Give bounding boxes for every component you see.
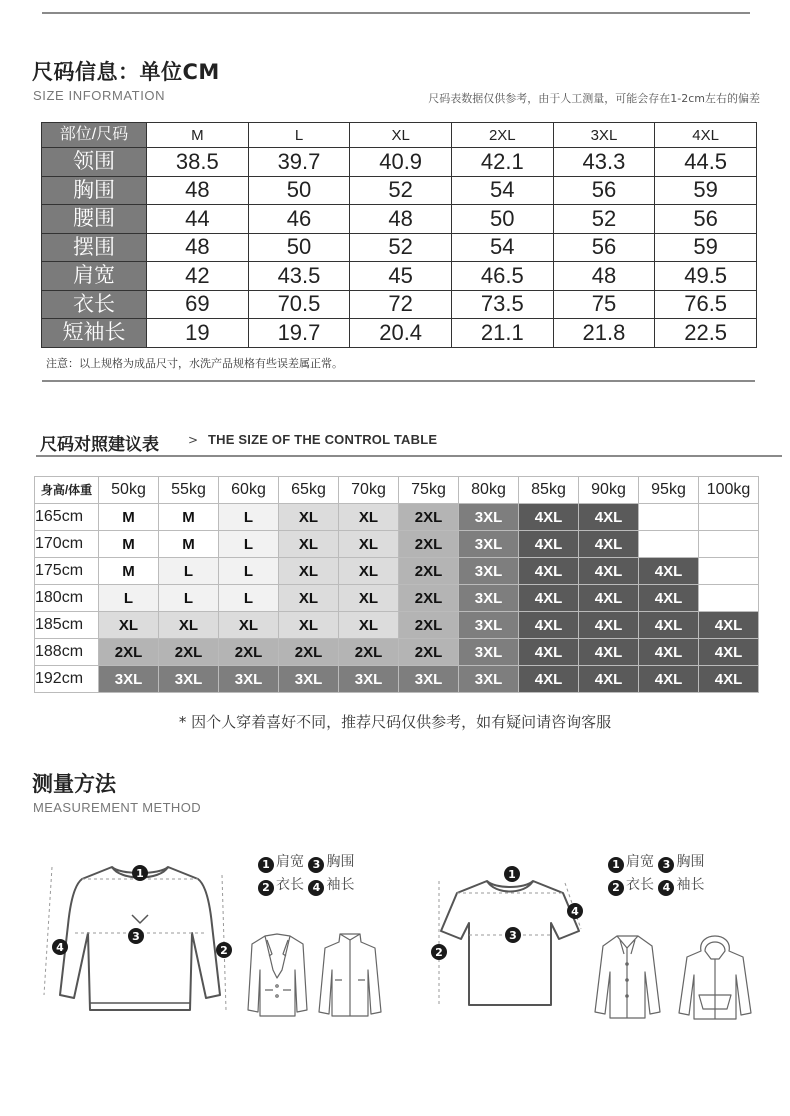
measurement-label: 领围: [42, 148, 147, 177]
table-row: [42, 148, 757, 177]
blazer-icon: [245, 930, 310, 1020]
table-row: [42, 319, 757, 348]
measurement-value: 43.3: [553, 148, 655, 177]
size-cell: 4XL: [579, 612, 639, 639]
size-cell: L: [219, 558, 279, 585]
header-label: 部位/尺码: [42, 123, 147, 148]
size-cell: 4XL: [519, 558, 579, 585]
size-cell: 4XL: [519, 504, 579, 531]
measurement-value: 73.5: [451, 290, 553, 319]
size-cell: 3XL: [459, 558, 519, 585]
size-cell: 3XL: [219, 666, 279, 693]
table-row: [35, 585, 759, 612]
marker-4: 4: [56, 941, 64, 954]
size-cell: 4XL: [579, 639, 639, 666]
size-header: 3XL: [553, 123, 655, 148]
weight-header: 95kg: [639, 477, 699, 504]
measurement-value: 72: [350, 290, 452, 319]
size-cell: 3XL: [459, 612, 519, 639]
marker-2: 2: [435, 946, 443, 959]
measurement-value: 42: [147, 262, 249, 291]
size-cell: [639, 531, 699, 558]
control-table-title-en: THE SIZE OF THE CONTROL TABLE: [208, 432, 438, 447]
weight-header: 85kg: [519, 477, 579, 504]
height-label: 175cm: [35, 558, 99, 585]
size-header: 4XL: [655, 123, 757, 148]
size-cell: 2XL: [399, 504, 459, 531]
measurement-legend-right: 1 肩宽 3 胸围 2 衣长 4 袖长: [608, 851, 704, 897]
size-control-table: [34, 476, 759, 693]
size-cell: [699, 558, 759, 585]
size-cell: XL: [279, 585, 339, 612]
section-divider: [42, 380, 755, 382]
size-cell: [639, 504, 699, 531]
size-disclaimer: 尺码表数据仅供参考，由于人工测量，可能会存在1-2cm左右的偏差: [428, 92, 760, 105]
size-cell: 2XL: [399, 639, 459, 666]
button-shirt-icon: [590, 932, 665, 1022]
size-cell: [699, 504, 759, 531]
jacket-icon: [315, 930, 385, 1020]
size-cell: 4XL: [519, 585, 579, 612]
marker-3: 3: [132, 930, 140, 943]
measurement-value: 46.5: [451, 262, 553, 291]
size-cell: XL: [279, 558, 339, 585]
size-cell: XL: [339, 558, 399, 585]
control-table-title: 尺码对照建议表: [40, 435, 159, 455]
height-label: 192cm: [35, 666, 99, 693]
table-row: [35, 558, 759, 585]
measurement-value: 19: [147, 319, 249, 348]
size-cell: M: [99, 531, 159, 558]
measurement-value: 52: [350, 176, 452, 205]
measurement-value: 56: [553, 176, 655, 205]
measurement-label: 衣长: [42, 290, 147, 319]
size-cell: 3XL: [459, 504, 519, 531]
size-cell: 3XL: [339, 666, 399, 693]
measurement-value: 52: [553, 205, 655, 234]
measurement-value: 43.5: [248, 262, 350, 291]
size-cell: 4XL: [639, 639, 699, 666]
measurement-label: 短袖长: [42, 319, 147, 348]
size-cell: 4XL: [579, 504, 639, 531]
height-label: 185cm: [35, 612, 99, 639]
size-cell: XL: [279, 504, 339, 531]
size-cell: 4XL: [699, 639, 759, 666]
measurement-value: 42.1: [451, 148, 553, 177]
size-cell: 4XL: [639, 558, 699, 585]
title-arrow: >: [188, 433, 199, 447]
size-cell: XL: [219, 612, 279, 639]
size-cell: 4XL: [519, 639, 579, 666]
size-cell: 3XL: [459, 585, 519, 612]
size-cell: 4XL: [579, 558, 639, 585]
weight-header: 80kg: [459, 477, 519, 504]
size-cell: L: [159, 558, 219, 585]
section-divider: [36, 455, 782, 457]
size-cell: XL: [339, 612, 399, 639]
size-cell: M: [159, 504, 219, 531]
measurement-value: 48: [553, 262, 655, 291]
size-cell: 4XL: [699, 612, 759, 639]
size-cell: 3XL: [459, 531, 519, 558]
size-header: L: [248, 123, 350, 148]
marker-3: 3: [509, 929, 517, 942]
weight-header: 55kg: [159, 477, 219, 504]
measurement-value: 39.7: [248, 148, 350, 177]
height-label: 170cm: [35, 531, 99, 558]
size-cell: 2XL: [219, 639, 279, 666]
t-shirt-diagram: [425, 855, 595, 1025]
size-info-table: [41, 122, 757, 348]
size-cell: 3XL: [159, 666, 219, 693]
size-cell: [699, 531, 759, 558]
size-cell: 4XL: [579, 585, 639, 612]
measurement-value: 59: [655, 233, 757, 262]
measurement-value: 50: [248, 176, 350, 205]
measurement-value: 45: [350, 262, 452, 291]
measurement-label: 胸围: [42, 176, 147, 205]
hoodie-icon: [675, 925, 755, 1023]
measurement-value: 21.8: [553, 319, 655, 348]
table-header-row: [35, 477, 759, 504]
size-cell: M: [159, 531, 219, 558]
measurement-value: 38.5: [147, 148, 249, 177]
measurement-value: 46: [248, 205, 350, 234]
table-row: [42, 176, 757, 205]
size-cell: XL: [339, 504, 399, 531]
size-cell: 2XL: [339, 639, 399, 666]
size-cell: L: [219, 504, 279, 531]
size-cell: 3XL: [459, 666, 519, 693]
measurement-value: 48: [350, 205, 452, 234]
marker-4: 4: [571, 905, 579, 918]
size-cell: 2XL: [279, 639, 339, 666]
size-header: M: [147, 123, 249, 148]
size-cell: 4XL: [579, 531, 639, 558]
size-cell: XL: [279, 612, 339, 639]
table-row: [42, 290, 757, 319]
measurement-value: 40.9: [350, 148, 452, 177]
table-row: [35, 531, 759, 558]
measurement-value: 44.5: [655, 148, 757, 177]
measurement-value: 75: [553, 290, 655, 319]
height-label: 188cm: [35, 639, 99, 666]
size-cell: XL: [99, 612, 159, 639]
weight-header: 70kg: [339, 477, 399, 504]
table-row: [42, 262, 757, 291]
measurement-subtitle: MEASUREMENT METHOD: [33, 800, 202, 815]
size-cell: M: [99, 504, 159, 531]
size-cell: XL: [339, 585, 399, 612]
control-table-note: * 因个人穿着喜好不同，推荐尺码仅供参考，如有疑问请咨询客服: [178, 713, 612, 731]
measurement-value: 44: [147, 205, 249, 234]
size-info-note: 注意：以上规格为成品尺寸，水洗产品规格有些误差属正常。: [46, 357, 343, 370]
measurement-label: 摆围: [42, 233, 147, 262]
measurement-label: 腰围: [42, 205, 147, 234]
measurement-value: 59: [655, 176, 757, 205]
size-cell: L: [99, 585, 159, 612]
measurement-value: 19.7: [248, 319, 350, 348]
size-cell: 4XL: [699, 666, 759, 693]
table-row: [35, 666, 759, 693]
measurement-value: 54: [451, 233, 553, 262]
size-cell: XL: [159, 612, 219, 639]
table-row: [42, 205, 757, 234]
measurement-value: 56: [553, 233, 655, 262]
marker-1: 1: [136, 867, 144, 880]
size-cell: L: [219, 585, 279, 612]
corner-label: 身高/体重: [35, 477, 99, 504]
height-label: 180cm: [35, 585, 99, 612]
measurement-value: 56: [655, 205, 757, 234]
weight-header: 90kg: [579, 477, 639, 504]
weight-header: 100kg: [699, 477, 759, 504]
size-cell: 3XL: [279, 666, 339, 693]
size-cell: 2XL: [159, 639, 219, 666]
measurement-value: 50: [248, 233, 350, 262]
size-cell: 4XL: [579, 666, 639, 693]
table-row: [35, 612, 759, 639]
size-cell: M: [99, 558, 159, 585]
measurement-value: 21.1: [451, 319, 553, 348]
weight-header: 75kg: [399, 477, 459, 504]
size-cell: [699, 585, 759, 612]
size-cell: 2XL: [399, 585, 459, 612]
size-cell: 2XL: [99, 639, 159, 666]
size-cell: 4XL: [639, 612, 699, 639]
weight-header: 50kg: [99, 477, 159, 504]
measurement-label: 肩宽: [42, 262, 147, 291]
measurement-value: 76.5: [655, 290, 757, 319]
size-info-subtitle: SIZE INFORMATION: [33, 88, 166, 103]
size-cell: XL: [279, 531, 339, 558]
size-cell: 3XL: [99, 666, 159, 693]
measurement-value: 20.4: [350, 319, 452, 348]
measurement-value: 49.5: [655, 262, 757, 291]
measurement-value: 52: [350, 233, 452, 262]
measurement-value: 54: [451, 176, 553, 205]
size-cell: 3XL: [399, 666, 459, 693]
measurement-value: 50: [451, 205, 553, 234]
size-cell: 3XL: [459, 639, 519, 666]
size-cell: L: [219, 531, 279, 558]
size-cell: 2XL: [399, 531, 459, 558]
measurement-legend-left: 1 肩宽 3 胸围 2 衣长 4 袖长: [258, 851, 354, 897]
long-sleeve-shirt-diagram: [40, 845, 240, 1030]
size-cell: 4XL: [639, 585, 699, 612]
weight-header: 65kg: [279, 477, 339, 504]
size-cell: 4XL: [519, 666, 579, 693]
size-cell: XL: [339, 531, 399, 558]
table-row: [42, 233, 757, 262]
size-cell: 4XL: [519, 612, 579, 639]
measurement-value: 48: [147, 176, 249, 205]
measurement-value: 22.5: [655, 319, 757, 348]
size-header: 2XL: [451, 123, 553, 148]
size-cell: 2XL: [399, 612, 459, 639]
measurement-value: 69: [147, 290, 249, 319]
table-row: [35, 639, 759, 666]
size-cell: 4XL: [519, 531, 579, 558]
height-label: 165cm: [35, 504, 99, 531]
table-row: [35, 504, 759, 531]
size-cell: 2XL: [399, 558, 459, 585]
measurement-value: 70.5: [248, 290, 350, 319]
size-header: XL: [350, 123, 452, 148]
size-cell: L: [159, 585, 219, 612]
top-divider: [42, 12, 750, 14]
measurement-title: 测量方法: [32, 772, 116, 796]
marker-2: 2: [220, 944, 228, 957]
size-cell: 4XL: [639, 666, 699, 693]
weight-header: 60kg: [219, 477, 279, 504]
marker-1: 1: [508, 868, 516, 881]
size-info-title: 尺码信息：单位CM: [32, 60, 220, 84]
measurement-value: 48: [147, 233, 249, 262]
